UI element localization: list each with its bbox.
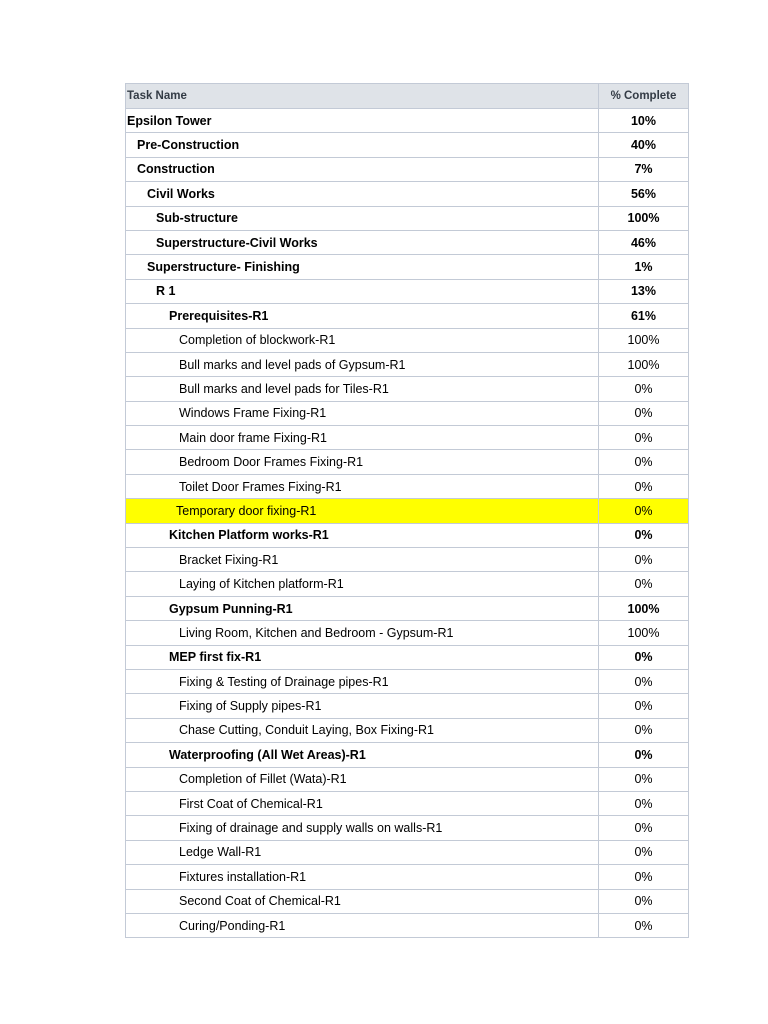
percent-complete-cell: 40%: [599, 133, 689, 157]
task-name-cell: Civil Works: [126, 182, 599, 206]
percent-complete-cell: 0%: [599, 499, 689, 523]
task-name-cell: Completion of blockwork-R1: [126, 328, 599, 352]
table-row-summary[interactable]: [126, 109, 689, 133]
task-name-cell: Pre-Construction: [126, 133, 599, 157]
table-row[interactable]: [126, 377, 689, 401]
task-name-cell: Second Coat of Chemical-R1: [126, 889, 599, 913]
table-row-summary[interactable]: [126, 206, 689, 230]
task-name-cell: Completion of Fillet (Wata)-R1: [126, 767, 599, 791]
percent-complete-cell: 100%: [599, 206, 689, 230]
table-row-summary[interactable]: [126, 255, 689, 279]
table-row-summary[interactable]: [126, 230, 689, 254]
task-name-cell: Superstructure- Finishing: [126, 255, 599, 279]
task-name-cell: Toilet Door Frames Fixing-R1: [126, 474, 599, 498]
task-name-cell: Chase Cutting, Conduit Laying, Box Fixing-R1: [126, 718, 599, 742]
table-row-summary[interactable]: [126, 157, 689, 181]
percent-complete-cell: 0%: [599, 889, 689, 913]
table-row[interactable]: [126, 767, 689, 791]
table-row[interactable]: [126, 913, 689, 937]
table-row[interactable]: [126, 791, 689, 815]
table-row[interactable]: [126, 328, 689, 352]
percent-complete-cell: 0%: [599, 401, 689, 425]
percent-complete-cell: 0%: [599, 718, 689, 742]
task-name-cell: Fixing of drainage and supply walls on walls-R1: [126, 816, 599, 840]
table-row[interactable]: [126, 426, 689, 450]
percent-complete-cell: 0%: [599, 840, 689, 864]
table-row[interactable]: [126, 621, 689, 645]
table-row[interactable]: [126, 572, 689, 596]
task-progress-table: [125, 83, 689, 938]
percent-complete-cell: 0%: [599, 694, 689, 718]
percent-complete-cell: 1%: [599, 255, 689, 279]
percent-complete-cell: 10%: [599, 109, 689, 133]
percent-complete-column-header[interactable]: % Complete: [599, 84, 689, 109]
task-name-cell: Ledge Wall-R1: [126, 840, 599, 864]
table-row[interactable]: [126, 889, 689, 913]
task-name-cell: Bull marks and level pads for Tiles-R1: [126, 377, 599, 401]
percent-complete-cell: 0%: [599, 474, 689, 498]
table-row-summary[interactable]: [126, 182, 689, 206]
percent-complete-cell: 0%: [599, 865, 689, 889]
task-name-cell: Construction: [126, 157, 599, 181]
table-row-summary[interactable]: [126, 743, 689, 767]
table-row-summary[interactable]: [126, 133, 689, 157]
task-name-cell: Bull marks and level pads of Gypsum-R1: [126, 352, 599, 376]
percent-complete-cell: 100%: [599, 328, 689, 352]
task-name-cell: First Coat of Chemical-R1: [126, 791, 599, 815]
task-name-cell: Kitchen Platform works-R1: [126, 523, 599, 547]
percent-complete-cell: 0%: [599, 523, 689, 547]
percent-complete-cell: 7%: [599, 157, 689, 181]
percent-complete-cell: 100%: [599, 596, 689, 620]
task-name-cell: Fixing & Testing of Drainage pipes-R1: [126, 669, 599, 693]
percent-complete-cell: 0%: [599, 791, 689, 815]
percent-complete-cell: 0%: [599, 426, 689, 450]
table-row[interactable]: [126, 840, 689, 864]
table-row-highlighted[interactable]: [126, 499, 689, 523]
table-row[interactable]: [126, 474, 689, 498]
percent-complete-cell: 0%: [599, 377, 689, 401]
percent-complete-cell: 0%: [599, 572, 689, 596]
percent-complete-cell: 0%: [599, 450, 689, 474]
task-name-cell: Temporary door fixing-R1: [126, 499, 599, 523]
task-name-cell: Gypsum Punning-R1: [126, 596, 599, 620]
percent-complete-cell: 100%: [599, 352, 689, 376]
percent-complete-cell: 0%: [599, 816, 689, 840]
percent-complete-cell: 46%: [599, 230, 689, 254]
percent-complete-cell: 0%: [599, 743, 689, 767]
percent-complete-cell: 0%: [599, 767, 689, 791]
task-name-column-header[interactable]: Task Name: [126, 84, 599, 109]
table-row[interactable]: [126, 669, 689, 693]
table-row[interactable]: [126, 865, 689, 889]
task-name-cell: Main door frame Fixing-R1: [126, 426, 599, 450]
table-header-row: [126, 84, 689, 109]
task-name-cell: Bedroom Door Frames Fixing-R1: [126, 450, 599, 474]
task-name-cell: Bracket Fixing-R1: [126, 548, 599, 572]
table-row[interactable]: [126, 401, 689, 425]
percent-complete-cell: 61%: [599, 304, 689, 328]
percent-complete-cell: 56%: [599, 182, 689, 206]
table-row[interactable]: [126, 694, 689, 718]
percent-complete-cell: 0%: [599, 669, 689, 693]
table-row-summary[interactable]: [126, 596, 689, 620]
task-name-cell: Prerequisites-R1: [126, 304, 599, 328]
task-name-cell: R 1: [126, 279, 599, 303]
table-row-summary[interactable]: [126, 645, 689, 669]
percent-complete-cell: 100%: [599, 621, 689, 645]
task-name-cell: Living Room, Kitchen and Bedroom - Gypsum-R1: [126, 621, 599, 645]
task-name-cell: Curing/Ponding-R1: [126, 913, 599, 937]
task-name-cell: Fixtures installation-R1: [126, 865, 599, 889]
percent-complete-cell: 0%: [599, 645, 689, 669]
table-row-summary[interactable]: [126, 304, 689, 328]
percent-complete-cell: 0%: [599, 548, 689, 572]
task-name-cell: Sub-structure: [126, 206, 599, 230]
table-row[interactable]: [126, 352, 689, 376]
task-table-container: [125, 83, 688, 938]
task-name-cell: Windows Frame Fixing-R1: [126, 401, 599, 425]
task-name-cell: Laying of Kitchen platform-R1: [126, 572, 599, 596]
task-name-cell: Waterproofing (All Wet Areas)-R1: [126, 743, 599, 767]
task-name-cell: Superstructure-Civil Works: [126, 230, 599, 254]
table-row-summary[interactable]: [126, 279, 689, 303]
task-name-cell: Epsilon Tower: [126, 109, 599, 133]
table-row[interactable]: [126, 450, 689, 474]
task-name-cell: MEP first fix-R1: [126, 645, 599, 669]
table-row[interactable]: [126, 718, 689, 742]
table-row[interactable]: [126, 548, 689, 572]
percent-complete-cell: 0%: [599, 913, 689, 937]
table-row[interactable]: [126, 816, 689, 840]
percent-complete-cell: 13%: [599, 279, 689, 303]
table-row-summary[interactable]: [126, 523, 689, 547]
task-name-cell: Fixing of Supply pipes-R1: [126, 694, 599, 718]
